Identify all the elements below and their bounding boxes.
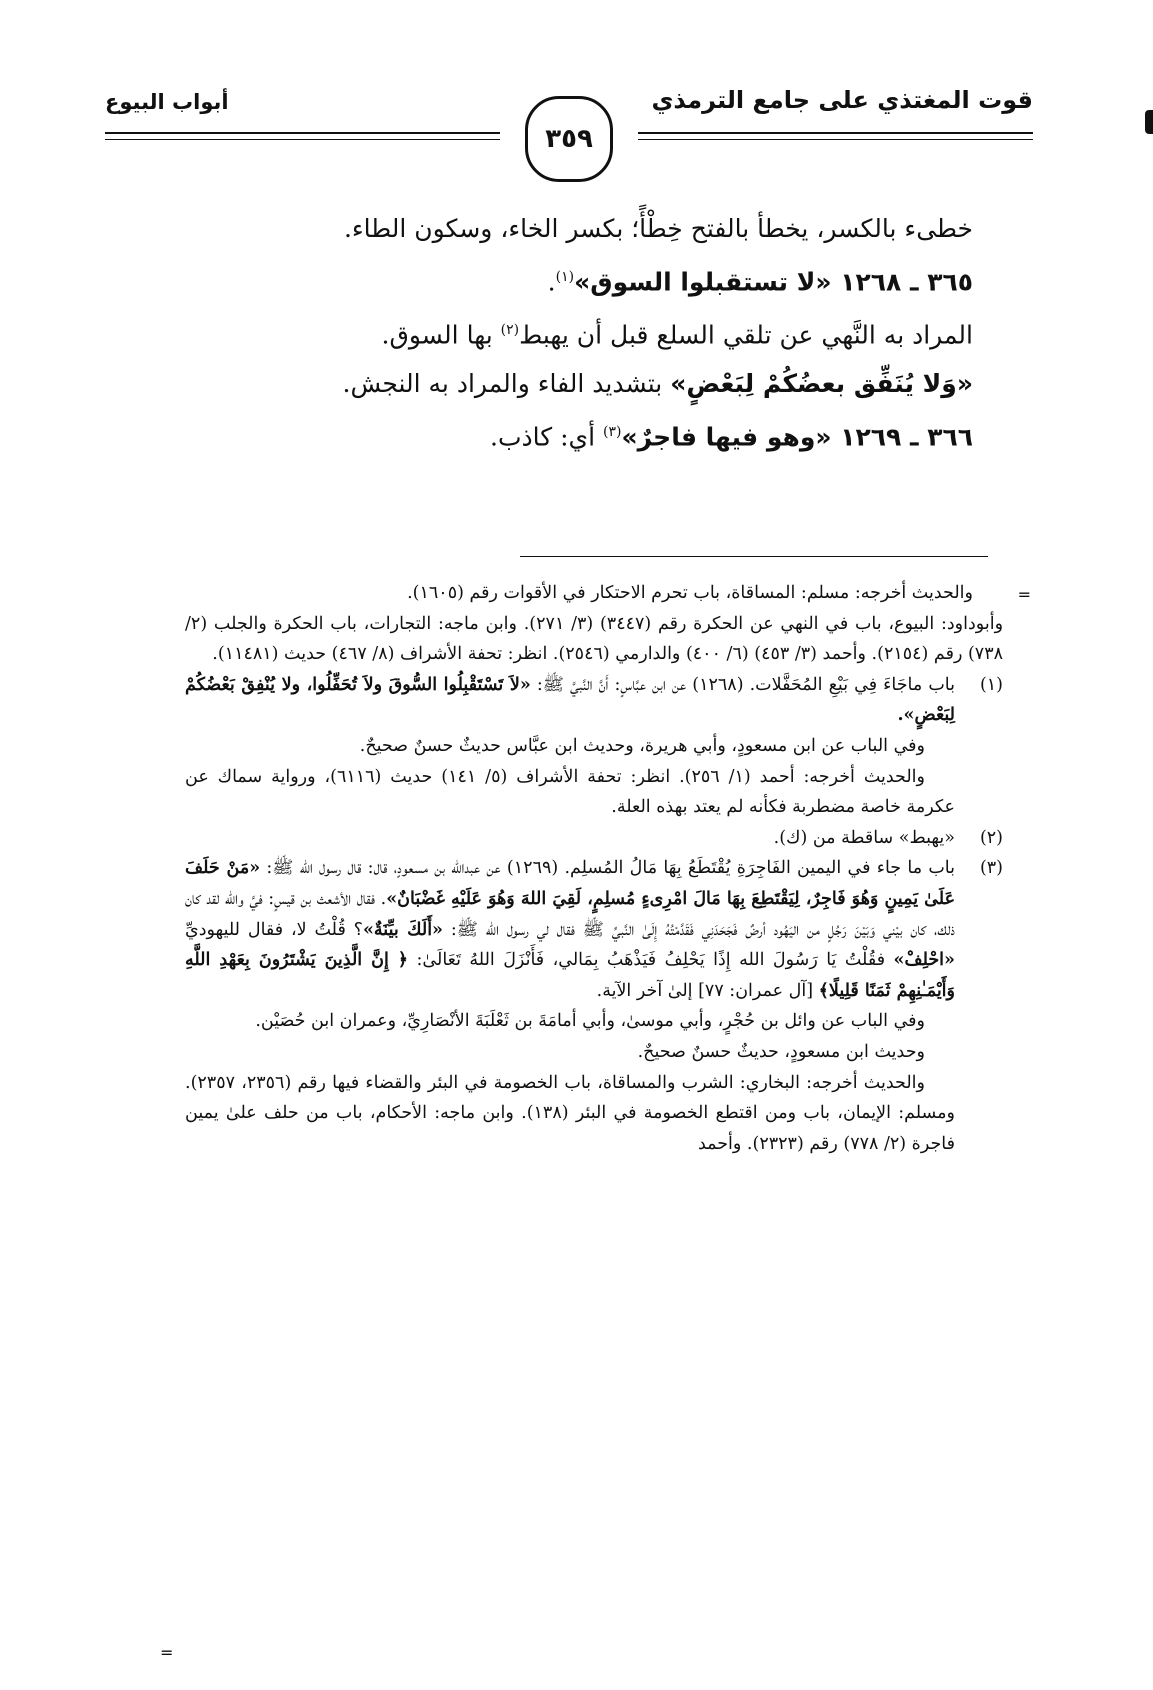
footnote-continued-para: والحديث أخرجه: مسلم: المساقاة، باب تحرم الاحتكار في الأقوات رقم (١٦٠٥). bbox=[407, 583, 973, 603]
main-line: المراد به النَّهي عن تلقي السلع قبل أن يهبط$^{(٢)}$ بها السوق. bbox=[381, 320, 973, 350]
hadith-heading: ٣٦٦ ـ ١٢٦٩ «وهو فيها فاجرٌ» bbox=[621, 421, 973, 451]
main-line: ٣٦٥ ـ ١٢٦٨ «لا تستقبلوا السوق»$^{(١)}$. bbox=[547, 267, 973, 297]
page-number-text: ٣٥٩ bbox=[545, 124, 593, 154]
chapter-title: أبواب البيوع bbox=[105, 90, 229, 114]
main-line: خطىء بالكسر، يخطأ بالفتح خِطْأً؛ بكسر الخاء، وسكون الطاء. bbox=[343, 214, 973, 243]
footnotes bbox=[185, 578, 1003, 1159]
page-edge-mark bbox=[1145, 110, 1153, 134]
hadith-text: «مَنْ حَلَفَ عَلَىٰ يَمِينٍ وَهُوَ فَاجِرٌ، لِيَقْتَطِعَ بِهَا مَالَ امْرِىءٍ مُسلِمٍ، لَقِيَ اللهَ وَهُوَ عَلَيْهِ غَضْبَانٌ» bbox=[185, 858, 956, 909]
footnote-ref: (١) bbox=[555, 269, 575, 285]
main-line: «وَلا يُنَفِّق بعضُكُمْ لِبَعْضٍ» بتشديد الفاء والمراد به النجش. bbox=[342, 368, 973, 398]
footnote-2: (٢) «يهبط» ساقطة من (ك). bbox=[185, 823, 1003, 854]
footnote-continued-para: وأبوداود: البيوع، باب في النهي عن الحكرة رقم (٣٤٤٧) (٣/ ٢٧١). وابن ماجه: التجارات، باب الحكرة والجلب (٢/ ٧٣٨) رقم (٢١٥٤). وأحمد (٣/ ٤٥٣) (٦/ ٤٠٠) والدارمي (٢٥٤٦). انظر: تحفة الأشراف (٨/ ٤٦٧) حديث (١١٤٨١). bbox=[185, 613, 1004, 665]
footnote-ref: (٣) bbox=[603, 423, 622, 440]
book-title: قوت المغتذي على جامع الترمذي bbox=[651, 86, 1033, 114]
quran-verse: ﴿ إِنَّ الَّذِينَ يَشْتَرُونَ بِعَهْدِ اللَّهِ وَأَيْمَـٰنِهِمْ ثَمَنًا قَلِيلًا﴾ bbox=[185, 950, 955, 1001]
header-rule-right bbox=[638, 132, 1033, 140]
continuation-mark: = bbox=[1017, 585, 1031, 604]
footnote-separator bbox=[520, 556, 988, 557]
hadith-heading: ٣٦٥ ـ ١٢٦٨ «لا تستقبلوا السوق» bbox=[574, 267, 973, 297]
footnote-ref: (٢) bbox=[500, 322, 520, 339]
footnote-1: (١) باب ماجَاءَ فِي بَيْعِ المُحَفَّلات. (١٢٦٨) عن ابن عبَّاسٍ: أَنَّ النَّبيَّ ﷺ: «لاَ تَسْتَقْبِلُوا السُّوقَ ولاَ تُحَفِّلُوا، ولا يُنْفِقْ بَعْضُكُمْ لِبَعْضٍ». وفي الباب عن ابن مسعودٍ، وأبي هريرة، وحديث ابن عبَّاس حديثٌ حسنٌ صحيحٌ. والحديث أخرجه: أحمد (١/ ٢٥٦). انظر: تحفة الأشراف (٥/ ١٤١) حديث (٦١١٦)، ورواية سماك عن عكرمة خاصة مضطربة فكأنه لم يعتد بهذه العلة. bbox=[185, 670, 1003, 823]
main-text bbox=[315, 205, 973, 461]
page-header bbox=[105, 82, 1033, 177]
quoted-phrase: «وَلا يُنَفِّق بعضُكُمْ لِبَعْضٍ» bbox=[670, 368, 973, 398]
continuation-mark: = bbox=[160, 1643, 174, 1662]
header-rule-left bbox=[105, 132, 500, 140]
footnote-number: (٣) bbox=[979, 858, 1003, 879]
hadith-text: «لاَ تَسْتَقْبِلُوا السُّوقَ ولاَ تُحَفِّلُوا، ولا يُنْفِقْ بَعْضُكُمْ لِبَعْضٍ». bbox=[185, 674, 955, 726]
footnote-number: (١) bbox=[979, 674, 1003, 695]
footnote-3: (٣) باب ما جاء في اليمين الفَاجِرَةِ يُقْتَطَعُ بِهَا مَالُ المُسلِم. (١٢٦٩) عن عبدالله بن مسعودٍ، قال: قال رسول الله ﷺ: «مَنْ حَلَفَ عَلَىٰ يَمِينٍ وَهُوَ فَاجِرٌ، لِيَقْتَطِعَ بِهَا مَالَ امْرِىءٍ مُسلِمٍ، لَقِيَ اللهَ وَهُوَ عَلَيْهِ غَضْبَانٌ». فقال الأشعث بن قيسٍ: فيَّ والله لقد كان ذلك، كان بيْني وَبَيْنَ رَجُلٍ من اليَهُود أرضٌ فَجَحَدَنِي فَقَدَّمْتُهُ إِلَىٰ النَّبيِّ ﷺ فقال لي رسول الله ﷺ: «أَلَكَ بيِّنَةٌ»؟ قُلْتُ لا، فقال لليهوديِّ «احْلِفْ» فقُلْتُ يَا رَسُولَ الله إِذًا يَحْلِفُ فَيَذْهَبُ بِمَالي، فَأَنْزَلَ اللهُ تَعَالَىٰ: ﴿ إِنَّ الَّذِينَ يَشْتَرُونَ بِعَهْدِ اللَّهِ وَأَيْمَـٰنِهِمْ ثَمَنًا قَلِيلًا﴾ [آل عمران: ٧٧] إلىٰ آخر الآية. وفي الباب عن وائل بن حُجْرٍ، وأبي موسىٰ، وأبي أمامَةَ بن ثَعْلَبَةَ الأنْصَارِيِّ، وعمران ابن حُصَيْن. وحديث ابن مسعودٍ، حديثٌ حسنٌ صحيحٌ. والحديث أخرجه: البخاري: الشرب والمساقاة، باب الخصومة في البئر والقضاء فيها رقم (٢٣٥٦، ٢٣٥٧). ومسلم: الإيمان، باب ومن اقتطع الخصومة في البئر (١٣٨). وابن ماجه: الأحكام، باب من حلف علىٰ يمين فاجرة (٢/ ٧٧٨) رقم (٢٣٢٣). وأحمد bbox=[185, 853, 1003, 1159]
main-line: ٣٦٦ ـ ١٢٦٩ «وهو فيها فاجرٌ»$^{(٣)}$ أي: كاذب. bbox=[490, 421, 973, 451]
page-number bbox=[525, 96, 613, 182]
footnote-number: (٢) bbox=[979, 827, 1003, 848]
